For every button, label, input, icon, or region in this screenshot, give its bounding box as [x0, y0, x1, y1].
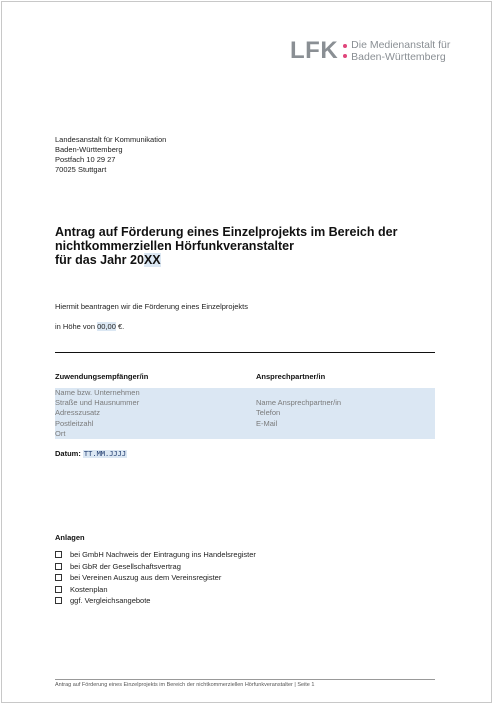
logo-line-1: Die Medienanstalt für — [351, 39, 451, 51]
attachment-label: bei Vereinen Auszug aus dem Vereinsregister — [70, 573, 222, 583]
recipient-address — [55, 135, 166, 175]
checkbox-icon[interactable] — [55, 597, 62, 604]
title-line-1: Antrag auf Förderung eines Einzelprojekts im Bereich der — [55, 225, 398, 239]
checkbox-icon[interactable] — [55, 563, 62, 570]
logo-dot-top — [343, 44, 347, 48]
address-line: Landesanstalt für Kommunikation — [55, 135, 167, 144]
logo-dot-bottom — [343, 54, 347, 58]
attachment-label: bei GbR der Gesellschaftsvertrag — [70, 561, 181, 571]
form-fields-block — [55, 388, 435, 439]
address-suffix-field[interactable]: Adresszusatz — [55, 408, 101, 418]
attachment-item — [55, 584, 256, 596]
footer-divider — [55, 679, 435, 680]
attachment-label: ggf. Vergleichsangebote — [70, 596, 151, 606]
attachments-heading: Anlagen — [55, 533, 85, 542]
document-title — [55, 225, 445, 267]
phone-field[interactable]: Telefon — [256, 408, 281, 418]
date-line — [55, 449, 127, 458]
amount-line — [55, 322, 124, 331]
name-field[interactable]: Name bzw. Unternehmen — [55, 388, 140, 397]
address-line: Postfach 10 29 27 — [55, 155, 116, 164]
checkbox-icon[interactable] — [55, 586, 62, 593]
attachment-item — [55, 549, 256, 561]
amount-suffix: €. — [115, 322, 125, 331]
contact-heading: Ansprechpartner/in — [256, 372, 326, 381]
logo-mark: LFK — [290, 37, 339, 64]
attachment-item — [55, 595, 256, 607]
attachment-label: bei GmbH Nachweis der Eintragung ins Handelsregister — [70, 550, 256, 560]
recipient-heading: Zuwendungsempfänger/in — [55, 372, 149, 381]
street-field[interactable]: Straße und Hausnummer — [55, 398, 140, 408]
postal-code-field[interactable]: Postleitzahl — [55, 418, 94, 428]
checkbox-icon[interactable] — [55, 574, 62, 581]
document-page — [1, 1, 492, 703]
amount-field[interactable]: 00,00 — [97, 322, 116, 331]
recipient-fields — [55, 388, 140, 439]
attachment-item — [55, 561, 256, 573]
contact-spacer — [256, 388, 341, 398]
amount-prefix: in Höhe von — [55, 322, 98, 331]
logo-text — [351, 39, 450, 63]
title-line-2: nichtkommerziellen Hörfunkveranstalter — [55, 239, 294, 253]
address-line: Baden-Württemberg — [55, 145, 123, 154]
contact-fields — [256, 388, 341, 429]
date-field[interactable]: TT.MM.JJJJ — [83, 450, 127, 458]
attachment-label: Kostenplan — [70, 584, 108, 594]
title-year-prefix: für das Jahr 20 — [55, 253, 144, 267]
page-footer: Antrag auf Förderung eines Einzelprojekts im Bereich der nichtkommerziellen Hörfunkveranstalter | Seite 1 — [55, 682, 315, 688]
attachment-item — [55, 572, 256, 584]
email-field[interactable]: E-Mail — [256, 418, 278, 428]
address-line: 70025 Stuttgart — [55, 165, 107, 174]
section-divider — [55, 352, 435, 353]
lfk-logo — [290, 39, 450, 63]
title-line-3 — [55, 253, 445, 267]
intro-text: Hiermit beantragen wir die Förderung eines Einzelprojekts — [55, 302, 249, 311]
logo-dots-icon — [343, 44, 347, 58]
contact-name-field[interactable]: Name Ansprechpartner/in — [256, 398, 342, 408]
attachments-list — [55, 549, 256, 607]
checkbox-icon[interactable] — [55, 551, 62, 558]
logo-line-2: Baden-Württemberg — [351, 51, 446, 63]
city-field[interactable]: Ort — [55, 428, 66, 438]
date-label: Datum: — [55, 449, 83, 458]
year-field[interactable]: XX — [143, 253, 161, 267]
